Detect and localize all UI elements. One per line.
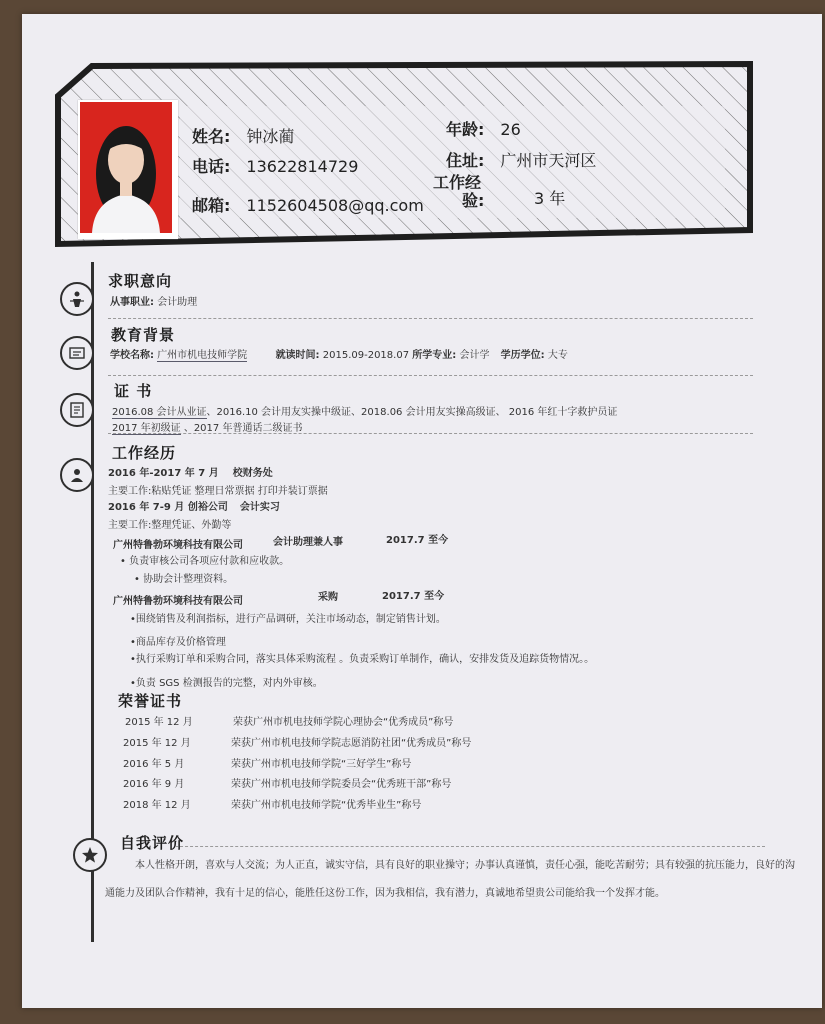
- honor-row: [123, 775, 451, 790]
- work-entry-4-bullet-3-text: 执行采购订单和采购合同，落实具体采购流程 。负责采购订单制作，确认，安排发货及追踪货物情况。。: [135, 654, 595, 665]
- phone-label: 电话:: [192, 157, 231, 176]
- divider: [108, 318, 753, 319]
- work-title: 工作经历: [112, 444, 177, 462]
- honor-row: [125, 713, 453, 728]
- self-eval-text: 本人性格开朗，喜欢与人交流；为人正直，诚实守信，具有良好的职业操守；办事认真谨慎，责任心强，能吃苦耐劳；具有较强的抗压能力，良好的沟通能力及团队合作精神，我有十足的信心，能胜任这份工作，因为我相信，我有潜力，真诚地希望贵公司能给我一个发挥才能。: [105, 860, 795, 899]
- education-line: [110, 346, 568, 361]
- work-entry-1-date: 2016 年-2017 年 7 月: [108, 468, 219, 479]
- experience-label-line2: 验:: [462, 191, 485, 210]
- work-entry-4-company: 广州特鲁勃环境科技有限公司: [113, 596, 243, 607]
- job-intent-value: 会计助理: [157, 297, 198, 308]
- honor-row: [123, 734, 471, 749]
- work-entry-2-head: [108, 498, 280, 513]
- work-entry-4-bullet-4-text: 负责 SGS 检测报告的完整，对内外审核。: [135, 678, 323, 689]
- honor-date: 2015 年 12 月: [123, 738, 191, 749]
- age-value: 26: [500, 120, 521, 139]
- job-intent-icon: [60, 282, 94, 316]
- experience-value: 3 年: [534, 189, 566, 208]
- degree-label: 学历学位:: [500, 350, 545, 361]
- star-icon: [73, 838, 107, 872]
- phone-value: 13622814729: [246, 157, 359, 176]
- name-field: [192, 124, 294, 147]
- honor-row: [123, 755, 411, 770]
- age-label: 年龄:: [446, 120, 485, 139]
- major-label: 所学专业:: [412, 350, 457, 361]
- name-label: 姓名:: [192, 127, 231, 146]
- address-label: 住址:: [446, 151, 485, 170]
- period-label: 就读时间:: [275, 350, 320, 361]
- email-value: 1152604508@qq.com: [246, 196, 424, 215]
- work-entry-4-bullet-2-text: 商品库存及价格管理: [135, 637, 226, 648]
- honor-text: 荣获广州市机电技师学院志愿消防社团“优秀成员”称号: [231, 738, 472, 749]
- certificate-highlight-2: 2017 年初级证: [112, 423, 181, 434]
- self-eval-title: 自我评价: [120, 834, 185, 852]
- work-entry-4-bullet-2: •商品库存及价格管理: [130, 637, 226, 648]
- work-entry-4-date: 2017.7 至今: [382, 591, 445, 602]
- honor-date: 2018 年 12 月: [123, 800, 191, 811]
- certificate-highlight-1: 2016.08 会计从业证: [112, 407, 207, 418]
- major-value: 会计学: [459, 350, 490, 361]
- job-intent-title: 求职意向: [108, 272, 173, 290]
- profile-photo: [78, 100, 178, 239]
- job-intent-line: [110, 293, 197, 308]
- work-icon: [60, 458, 94, 492]
- work-entry-2-date: 2016 年 7-9 月: [108, 502, 185, 513]
- work-entry-1-duty: 主要工作:粘贴凭证 整理日常票据 打印并装订票据: [108, 486, 328, 497]
- divider: [175, 846, 765, 847]
- education-title: 教育背景: [111, 326, 176, 344]
- email-field: [192, 193, 424, 216]
- address-field: [446, 148, 596, 171]
- certificates-line-1: [112, 403, 617, 418]
- honors-title: 荣誉证书: [118, 692, 183, 710]
- work-entry-3-role: 会计助理兼人事: [273, 537, 343, 548]
- honor-text: 荣获广州市机电技师学院心理协会“优秀成员”称号: [233, 717, 454, 728]
- honor-date: 2015 年 12 月: [125, 717, 193, 728]
- email-label: 邮箱:: [192, 196, 231, 215]
- work-entry-1-place: 校财务处: [232, 468, 273, 479]
- work-entry-4-role: 采购: [318, 592, 338, 603]
- honor-date: 2016 年 9 月: [123, 779, 185, 790]
- divider: [108, 375, 753, 376]
- education-icon: [60, 336, 94, 370]
- work-entry-3-company: 广州特鲁勃环境科技有限公司: [113, 540, 243, 551]
- honor-row: [123, 796, 421, 811]
- experience-label-line1: 工作经: [433, 173, 482, 192]
- honor-text: 荣获广州市机电技师学院委员会“优秀班干部”称号: [231, 779, 452, 790]
- work-entry-1-head: [108, 464, 273, 479]
- certificate-icon: [60, 393, 94, 427]
- phone-field: [192, 154, 358, 177]
- honor-text: 荣获广州市机电技师学院“三好学生”称号: [231, 759, 412, 770]
- address-value: 广州市天河区: [500, 151, 597, 170]
- work-entry-3-bullet-1: • 负责审核公司各项应付款和应收款。: [120, 556, 290, 567]
- honor-text: 荣获广州市机电技师学院“优秀毕业生”称号: [231, 800, 422, 811]
- work-entry-3-date: 2017.7 至今: [386, 535, 449, 546]
- period-value: 2015.09-2018.07: [322, 350, 410, 361]
- school-value: 广州市机电技师学院: [157, 350, 248, 361]
- certificate-rest-2: 、2017 年普通话二级证书: [180, 423, 303, 434]
- certificates-line-2: [112, 419, 302, 434]
- work-entry-2-duty: 主要工作:整理凭证、外勤等: [108, 520, 232, 531]
- work-entry-3-bullet-2: • 协助会计整理资料。: [134, 574, 234, 585]
- work-entry-3-bullet-1-text: 负责审核公司各项应付款和应收款。: [129, 556, 290, 567]
- work-entry-4-bullet-3: •执行采购订单和采购合同，落实具体采购流程 。负责采购订单制作，确认，安排发货及追踪货物情况。。: [130, 654, 595, 665]
- certificate-rest-1: 、2016.10 会计用友实操中级证、2018.06 会计用友实操高级证、 2016 年红十字救护员证: [206, 407, 618, 418]
- work-entry-2-role: 会计实习: [239, 502, 280, 513]
- certificates-title: 证 书: [114, 382, 153, 400]
- degree-value: 大专: [547, 350, 568, 361]
- honor-date: 2016 年 5 月: [123, 759, 185, 770]
- name-value: 钟冰蔺: [246, 127, 295, 146]
- work-entry-4-bullet-4: •负责 SGS 检测报告的完整，对内外审核。: [130, 678, 323, 689]
- school-label: 学校名称:: [110, 350, 154, 361]
- age-field: [446, 117, 521, 140]
- work-entry-2-place: 创裕公司: [187, 502, 228, 513]
- work-entry-4-bullet-1-text: 围绕销售及利润指标，进行产品调研，关注市场动态，制定销售计划。: [135, 614, 446, 625]
- divider: [108, 433, 753, 434]
- job-intent-label: 从事职业:: [110, 297, 154, 308]
- work-entry-4-bullet-1: •围绕销售及利润指标，进行产品调研，关注市场动态，制定销售计划。: [130, 614, 446, 625]
- work-entry-3-bullet-2-text: 协助会计整理资料。: [143, 574, 234, 585]
